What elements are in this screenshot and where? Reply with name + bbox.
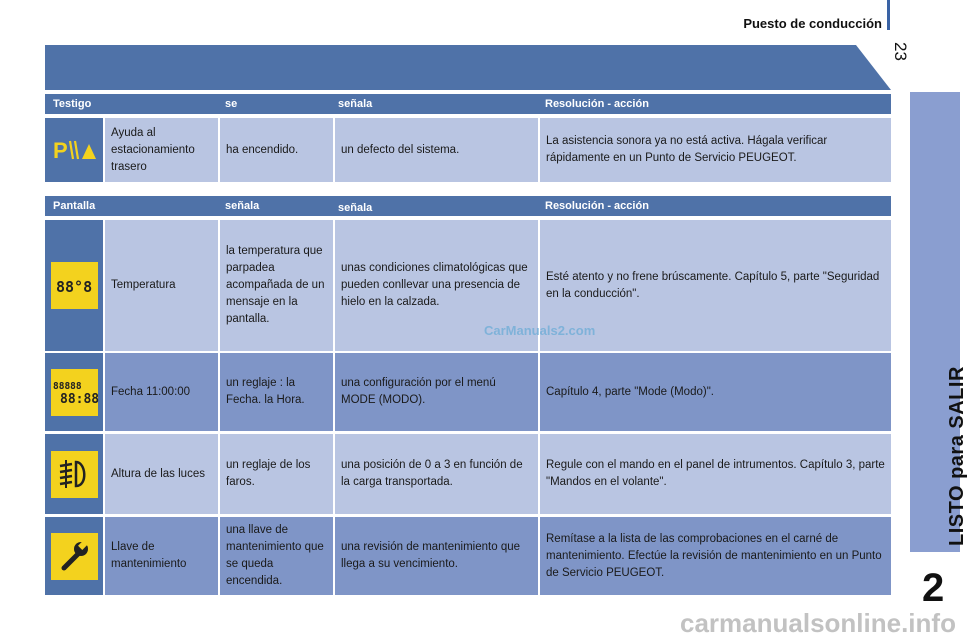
chapter-title: LISTO para SALIR [946,366,968,546]
display-action: Esté atento y no frene brúscamente. Capítulo 5, parte "Seguridad en la conducción". [546,270,880,300]
display-action: Regule con el mando en el panel de intrumentos. Capítulo 3, parte "Mandos en el volante". [546,459,885,488]
col-senala-1: señala [225,200,260,212]
col-senala-2: señala [338,202,373,214]
table2-header [45,196,891,216]
table-row [45,118,891,182]
table-row [45,353,891,431]
svg-text:88:88: 88:88 [60,392,100,407]
temperature-display-icon [51,262,98,309]
icon-cell [45,434,103,514]
footer-watermark: carmanualsonline.info [680,608,956,638]
col-testigo: Testigo [53,98,92,110]
display-senala-1: un reglaje de los faros. [226,459,311,488]
col-senala: señala [338,98,373,110]
col-se: se [225,98,238,110]
icon-cell [45,220,103,351]
date-time-display-icon [51,369,98,416]
display-action: Remítase a la lista de las comprobaciones en el carné de mantenimiento. Efectúe la revisión de mantenimiento en un Punto de Servicio PEUGEOT. [546,532,882,579]
svg-text:P: P [53,138,68,163]
warning-se: ha encendido. [226,143,299,156]
display-name: Altura de las luces [111,467,205,480]
col-resolucion: Resolución - acción [545,98,649,110]
warning-action: La asistencia sonora ya no está activa. Hágala verificar rápidamente en un Punto de Servicio PEUGEOT. [546,135,828,164]
col-pantalla: Pantalla [53,200,96,212]
table-row [45,220,891,351]
display-senala-1: una llave de mantenimiento que se queda encendida. [226,524,324,587]
icon-cell [45,517,103,595]
table-row [45,517,891,595]
watermark: CarManuals2.com [484,323,596,338]
display-senala-2: unas condiciones climatológicas que pueden conllevar una presencia de hielo en la calzada. [341,262,528,308]
table1-header [45,94,891,114]
display-name: Fecha 11:00:00 [111,385,191,398]
page-number: 23 [891,42,910,61]
svg-text:88°8: 88°8 [56,277,93,296]
chapter-number: 2 [922,566,945,610]
warning-name: Ayuda al estacionamiento trasero [111,126,195,173]
display-senala-2: una revisión de mantenimiento que llega a su vencimiento. [341,541,521,570]
display-senala-1: un reglaje : la Fecha. la Hora. [226,377,305,406]
display-senala-1: la temperatura que parpadea acompañada de un mensaje en la pantalla. [226,245,325,325]
warning-senala: un defecto del sistema. [341,143,460,156]
svg-text:88888: 88888 [53,381,82,392]
icon-cell [45,353,103,431]
section-title: Puesto de conducción [743,16,882,31]
wrench-icon [51,533,98,580]
display-name: Temperatura [111,279,176,291]
display-senala-2: una posición de 0 a 3 en función de la carga transportada. [341,459,523,488]
icon-cell [45,118,103,182]
header-rule [887,0,890,30]
display-name: Llave de mantenimiento [111,541,187,570]
headlamp-level-icon [51,451,98,498]
display-action: Capítulo 4, parte "Mode (Modo)". [546,385,714,398]
top-banner [45,45,891,90]
display-senala-2: una configuración por el menú MODE (MODO). [341,377,496,406]
park-assist-icon [51,127,98,174]
table-row [45,434,891,514]
col-resolucion-2: Resolución - acción [545,200,649,212]
